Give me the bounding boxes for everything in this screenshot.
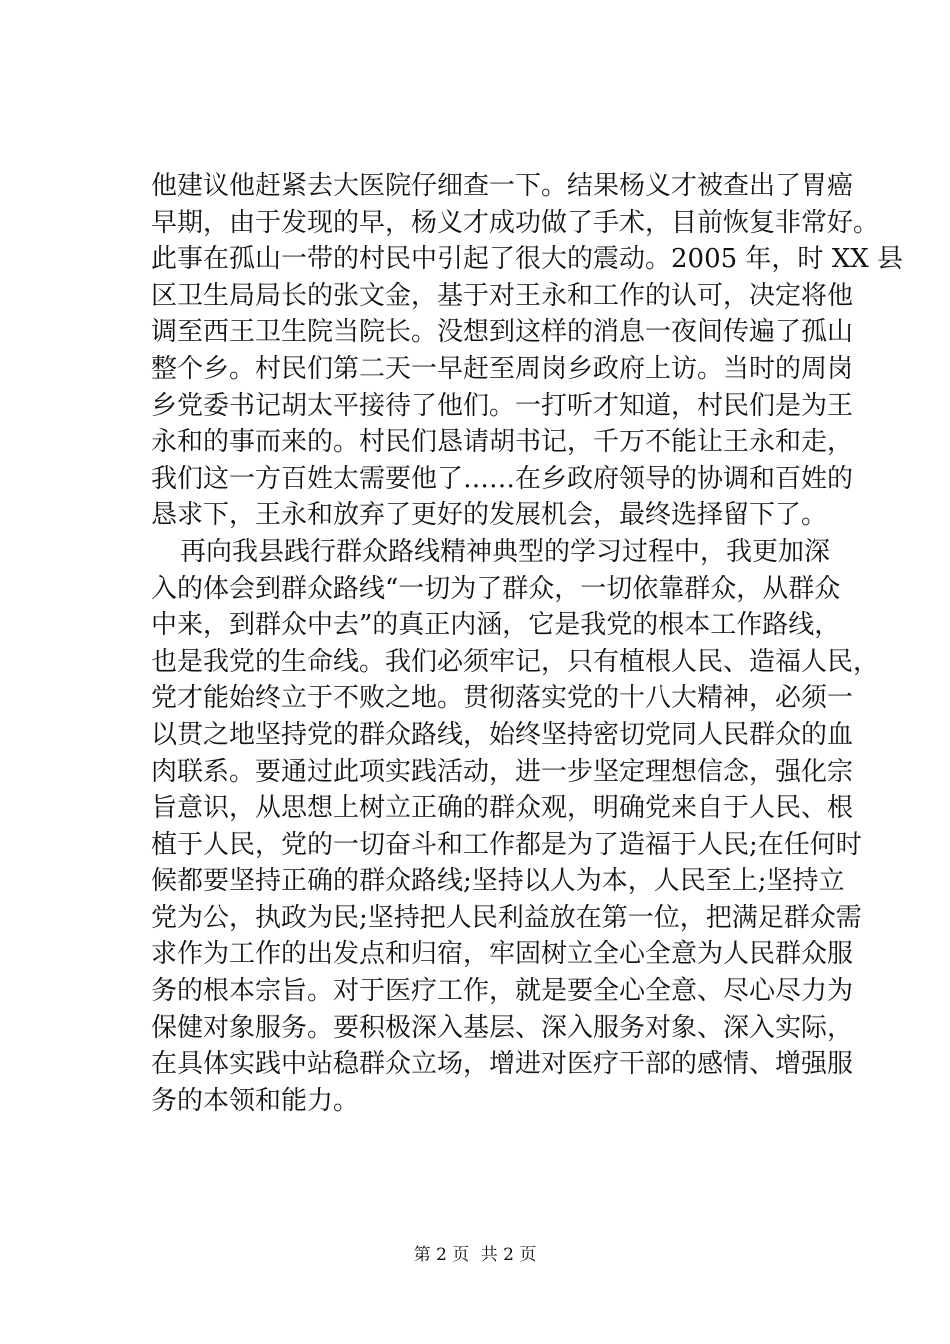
document-body bbox=[151, 168, 903, 1119]
page-footer bbox=[0, 1244, 950, 1266]
page-total: 共 2 页 bbox=[480, 1245, 537, 1265]
text-line: 务的本领和能力。 bbox=[151, 1085, 360, 1116]
text-line: 党为公，执政为民;坚持把人民利益放在第一位，把满足群众需 bbox=[151, 902, 862, 933]
text-line: 党才能始终立于不败之地。贯彻落实党的十八大精神，必须一 bbox=[151, 683, 854, 714]
text-line: 求作为工作的出发点和归宿，牢固树立全心全意为人民群众服 bbox=[151, 939, 854, 970]
text-line: 以贯之地坚持党的群众路线，始终坚持密切党同人民群众的血 bbox=[151, 719, 854, 750]
text-line: 我们这一方百姓太需要他了……在乡政府领导的协调和百姓的 bbox=[151, 463, 854, 494]
text-line: 候都要坚持正确的群众路线;坚持以人为本，人民至上;坚持立 bbox=[151, 866, 845, 897]
text-line: 整个乡。村民们第二天一早赶至周岗乡政府上访。当时的周岗 bbox=[151, 353, 854, 384]
text-line: 早期，由于发现的早，杨义才成功做了手术，目前恢复非常好。 bbox=[151, 207, 880, 238]
text-line: 也是我党的生命线。我们必须牢记，只有植根人民、造福人民， bbox=[151, 646, 880, 677]
text-line: 植于人民，党的一切奋斗和工作都是为了造福于人民;在任何时 bbox=[151, 829, 862, 860]
text-line: 再向我县践行群众路线精神典型的学习过程中，我更加深 bbox=[180, 536, 831, 567]
text-line: 调至西王卫生院当院长。没想到这样的消息一夜间传遍了孤山 bbox=[151, 317, 854, 348]
text-line: 旨意识，从思想上树立正确的群众观，明确党来自于人民、根 bbox=[151, 793, 854, 824]
text-line: 肉联系。要通过此项实践活动，进一步坚定理想信念，强化宗 bbox=[151, 756, 854, 787]
text-line: 乡党委书记胡太平接待了他们。一打听才知道，村民们是为王 bbox=[151, 390, 854, 421]
text-line: 入的体会到群众路线“一切为了群众，一切依靠群众，从群众 bbox=[151, 573, 841, 604]
text-line: 在具体实践中站稳群众立场，增进对医疗干部的感情、增强服 bbox=[151, 1049, 854, 1080]
text-line: 永和的事而来的。村民们恳请胡书记，千万不能让王永和走， bbox=[151, 427, 854, 458]
text-line: 中来，到群众中去”的真正内涵，它是我党的根本工作路线， bbox=[151, 610, 841, 641]
text-line: 保健对象服务。要积极深入基层、深入服务对象、深入实际， bbox=[151, 1012, 854, 1043]
text-line: 务的根本宗旨。对于医疗工作，就是要全心全意、尽心尽力为 bbox=[151, 976, 854, 1007]
paragraph-2 bbox=[151, 534, 880, 1120]
text-line: 恳求下，王永和放弃了更好的发展机会，最终选择留下了。 bbox=[151, 500, 828, 531]
page-number: 第 2 页 bbox=[413, 1245, 470, 1265]
text-line: 此事在孤山一带的村民中引起了很大的震动。2005 年，时 XX 县 bbox=[151, 244, 903, 275]
text-line: 区卫生局局长的张文金，基于对王永和工作的认可，决定将他 bbox=[151, 280, 854, 311]
paragraph-1 bbox=[151, 168, 903, 534]
text-line: 他建议他赶紧去大医院仔细查一下。结果杨义才被查出了胃癌 bbox=[151, 171, 854, 201]
